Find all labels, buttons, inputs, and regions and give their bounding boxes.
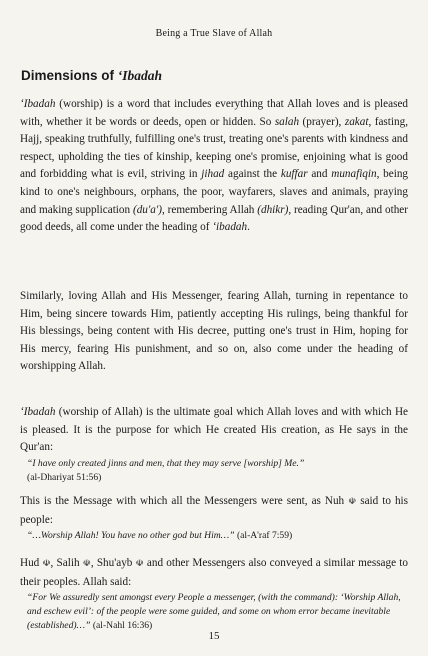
quran-quote-araf — [20, 529, 408, 543]
honorific-icon: ☫ — [348, 497, 357, 507]
p5-text-a: Hud — [20, 557, 43, 569]
term-dhikr: (dhikr) — [257, 203, 289, 216]
p1-text-f: , being kind to one's neighbours, orphans, the poor, wayfarers, slaves and animals, praying and making supplication — [20, 168, 409, 216]
quote-reference: (al-Nahl 16:36) — [90, 620, 153, 632]
section-title-italic: ‘Ibadah — [117, 68, 163, 83]
p1-text-e: and — [307, 168, 332, 181]
p1-text-a: (worship) is a word that includes everything that Allah loves and is pleased with, whether it be words or deeds, open or hidden. So — [20, 98, 408, 128]
p1-text-d: against the — [224, 168, 281, 181]
quote-reference: (al-A'raf 7:59) — [234, 530, 293, 542]
p4-text-before: This is the Message with which all the Messengers were sent, as Nuh — [20, 495, 349, 507]
p5-text-b: , Salih — [50, 557, 83, 569]
paragraph-loving-allah: Similarly, loving Allah and His Messenger, fearing Allah, turning in repentance to Him, being sincere towards Him, patiently accepting His rulings, being thankful for His blessings, being content with His decree, putting one's trust in Him, hoping for His mercy, fearing His punishment, and so on, also come under the heading of worshipping Allah. — [20, 290, 408, 373]
term-ibadah-p3: ‘Ibadah — [20, 406, 56, 418]
p1-text-b: (prayer), — [299, 115, 345, 128]
quote-text: “For We assuredly sent amongst every People a messenger, (with the command): ‘Worship Allah, and eschew evil’: of the people were some guided, and some on whom error became inevitable (established)…” — [27, 592, 401, 632]
term-zakat: zakat — [344, 115, 369, 128]
term-kuffar: kuffar — [280, 168, 308, 181]
p4-text-after: said to his people: — [20, 495, 409, 526]
p1-text-g: , remembering Allah — [162, 203, 258, 216]
p5-text-c: , Shu'ayb — [90, 557, 136, 569]
p1-text-h: , reading Qur'an, and other good deeds, all come under the heading of — [20, 203, 408, 234]
p1-text-i: . — [247, 221, 250, 234]
paragraph-ibadah-definition — [20, 96, 408, 237]
term-salah: salah — [274, 115, 300, 128]
p3-body: (worship of Allah) is the ultimate goal which Allah loves and with which He is pleased. It is the purpose for which He created His creation, as He says in the Qur'an: — [20, 406, 408, 454]
quran-quote-nahl — [20, 591, 408, 633]
running-head: Being a True Slave of Allah — [155, 28, 273, 39]
honorific-icon: ☫ — [42, 559, 51, 569]
term-munafiqin: munafiqin — [331, 168, 377, 181]
p5-text — [20, 555, 408, 591]
p5-text-d: and other Messengers also conveyed a similar message to their peoples. Allah said: — [20, 557, 408, 588]
term-ibadah: ‘Ibadah — [20, 98, 56, 110]
p3-text — [20, 404, 408, 457]
section-title — [21, 68, 162, 84]
term-ibadah-end: ‘ibadah — [212, 221, 248, 234]
quote-text: “…Worship Allah! You have no other god but Him…” — [27, 530, 235, 542]
term-dua: (du'a') — [132, 203, 162, 216]
term-jihad: jihad — [201, 168, 225, 181]
quran-quote-dhariyat — [20, 457, 408, 485]
quote-reference: (al-Dhariyat 51:56) — [27, 471, 102, 483]
honorific-icon: ☫ — [82, 559, 91, 569]
honorific-icon: ☫ — [135, 559, 144, 569]
quote-text: “I have only created jinns and men, that they may serve [worship] Me.” — [27, 457, 305, 469]
paragraph-ultimate-goal — [20, 404, 408, 485]
p1-text-c: , fasting, Hajj, speaking truthfully, fulfilling one's trust, treating one's parents with kindness and respect, upholding the ties of kinship, keeping one's promise, enjoining what is good and forbidding what is evil, striving in — [20, 115, 408, 181]
section-title-plain: Dimensions of — [21, 68, 118, 83]
p4-text — [20, 493, 408, 529]
page-number: 15 — [208, 630, 220, 642]
paragraph-message-nuh — [20, 493, 408, 543]
paragraph-other-messengers — [20, 555, 408, 633]
